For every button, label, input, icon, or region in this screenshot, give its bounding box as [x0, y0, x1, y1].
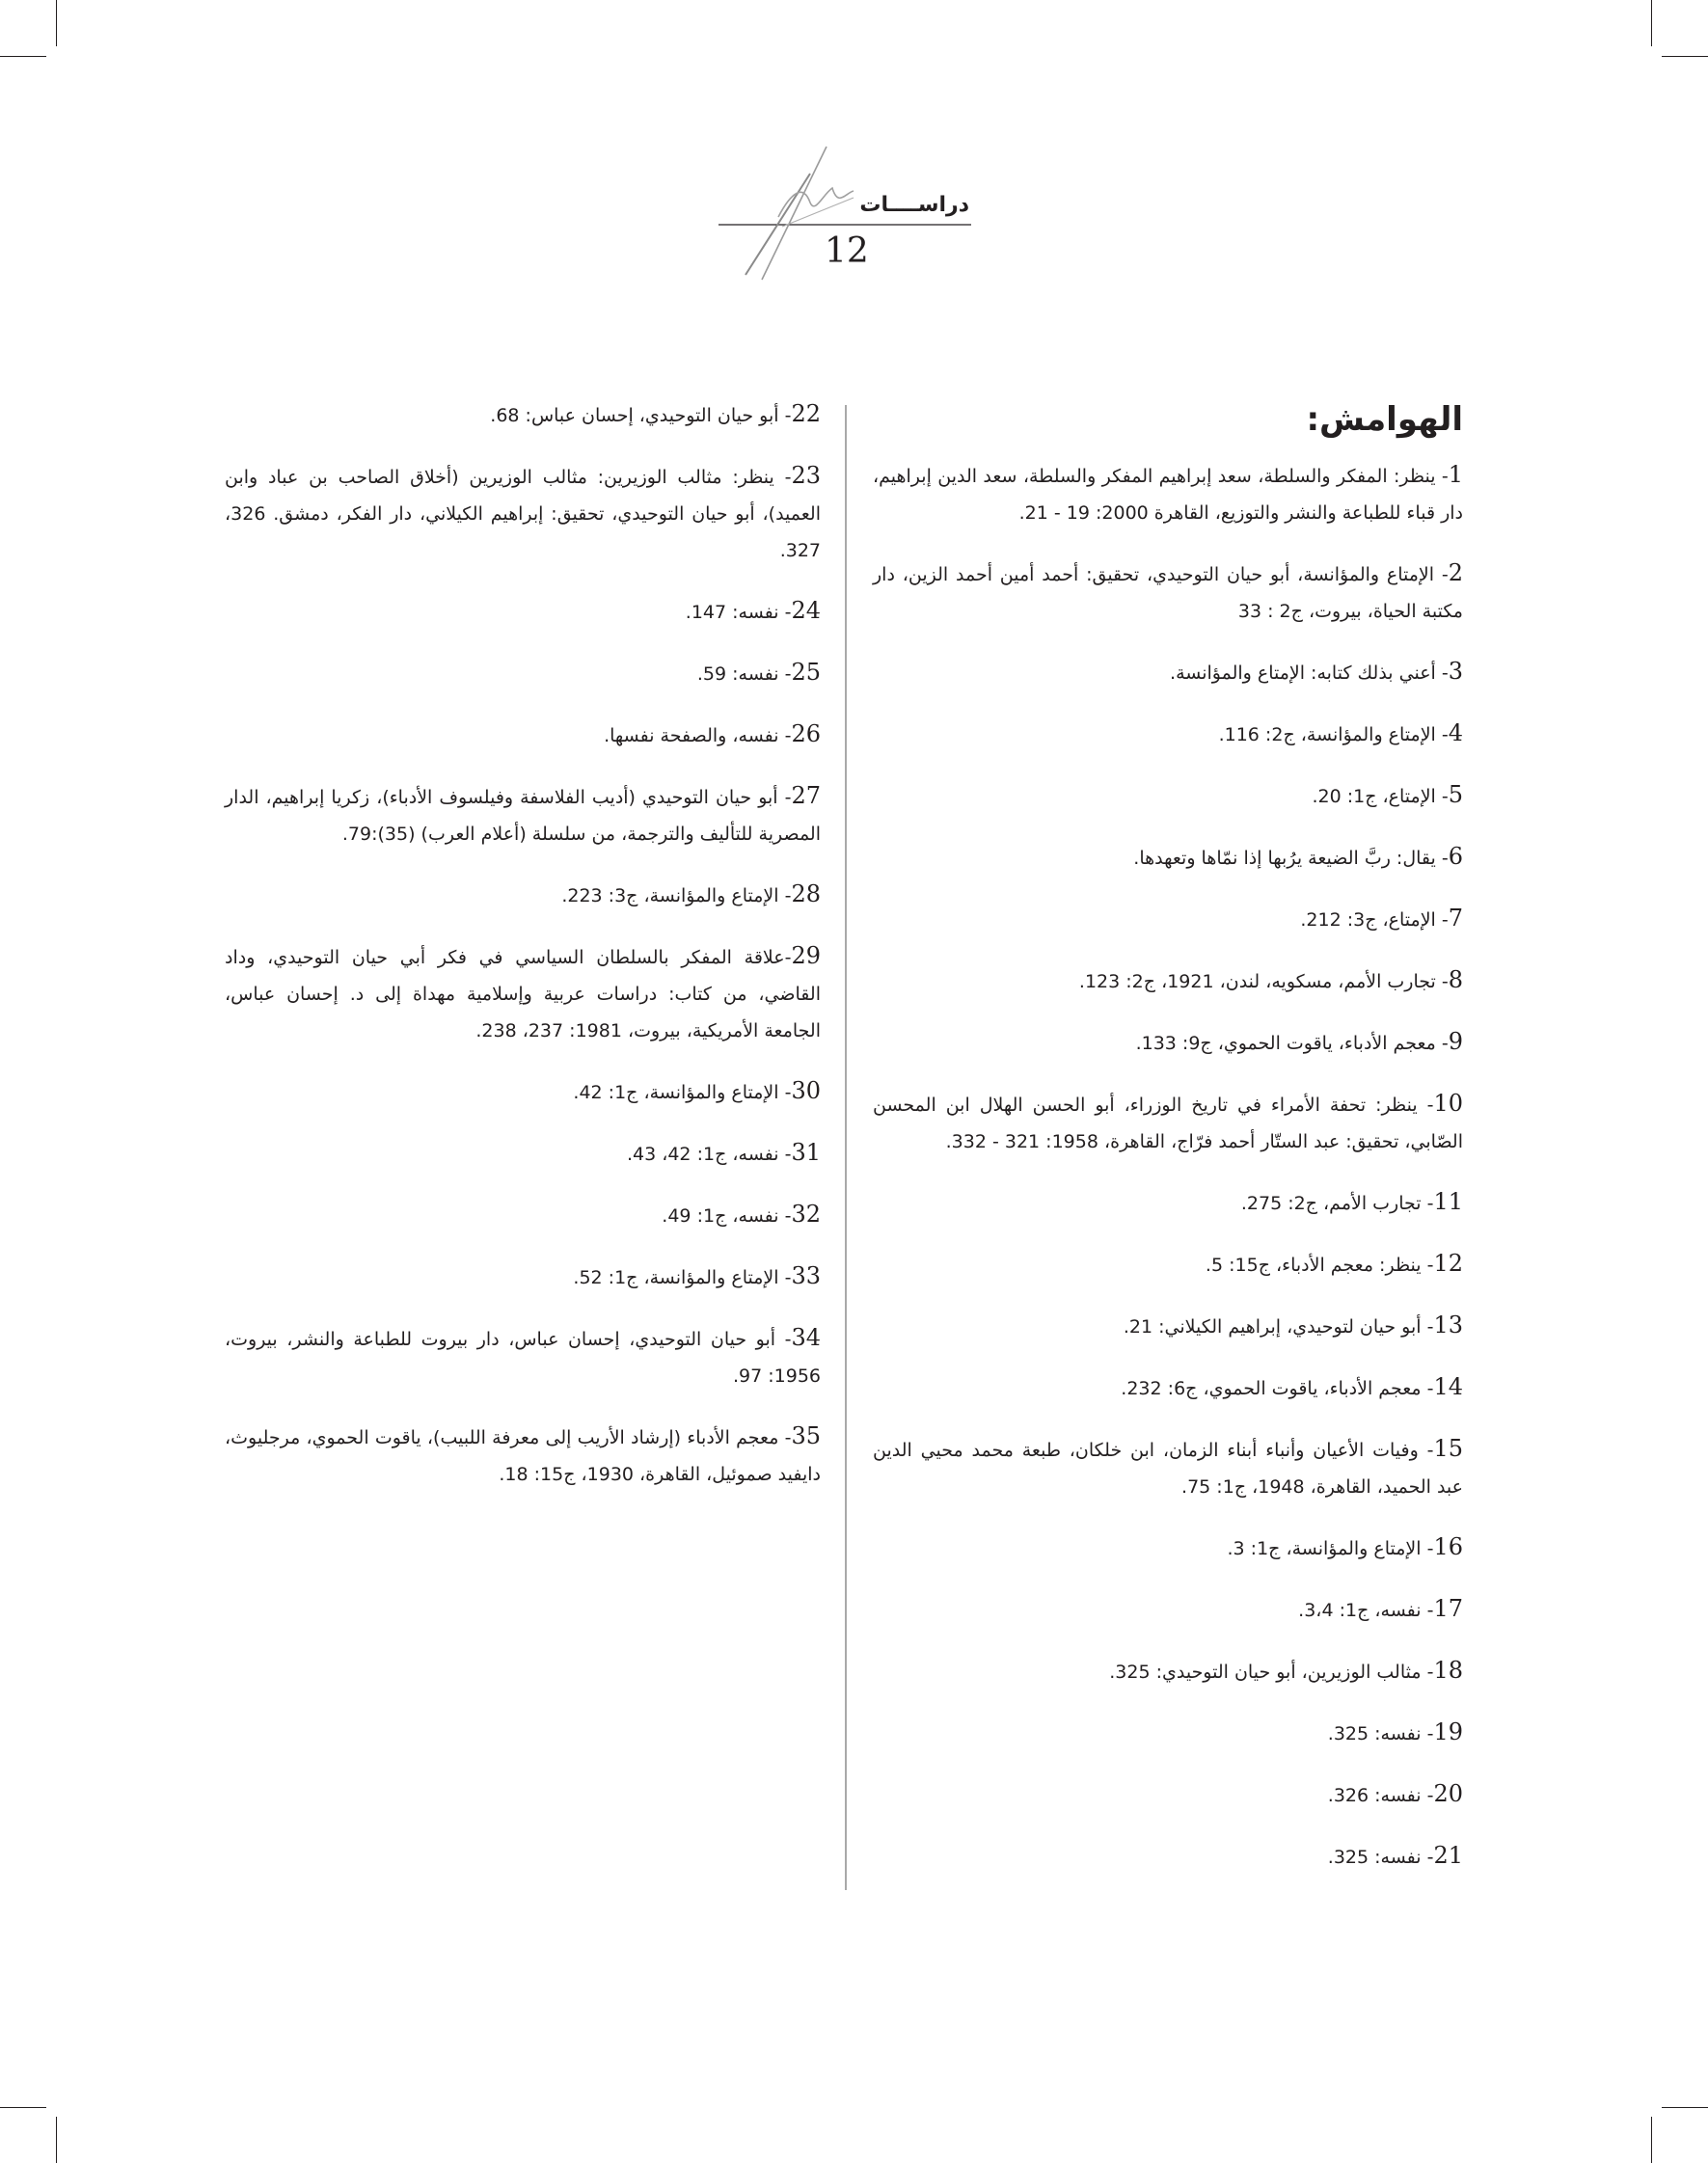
- footnote-item: [873, 1183, 1463, 1222]
- crop-mark-top-left-h: [0, 56, 46, 57]
- footnote-number: 14: [1433, 1373, 1463, 1400]
- footnote-item: [873, 900, 1463, 938]
- footnote-number: 4: [1448, 719, 1463, 746]
- page-number: 12: [825, 231, 869, 271]
- footnote-number: 35: [791, 1422, 821, 1449]
- footnote-number: 7: [1448, 905, 1463, 932]
- footnote-number: 8: [1448, 966, 1463, 993]
- footnote-number: 32: [791, 1201, 821, 1228]
- footnote-item: [225, 937, 821, 1049]
- footnote-text: - نفسه، ج1: 49.: [662, 1205, 792, 1227]
- footnotes-left-column: [225, 395, 821, 1516]
- footnote-text: - نفسه: 325.: [1327, 1847, 1434, 1868]
- footnote-number: 1: [1448, 461, 1463, 488]
- footnote-item: [873, 776, 1463, 815]
- footnote-text: - نفسه: 147.: [685, 602, 792, 623]
- footnote-text: - أبو حيان لتوحيدي، إبراهيم الكيلاني: 21.: [1123, 1316, 1434, 1338]
- footnote-item: [225, 716, 821, 754]
- footnote-number: 22: [791, 400, 821, 427]
- footnote-item: [225, 654, 821, 692]
- footnotes-heading: الهوامش:: [1306, 400, 1463, 439]
- footnote-item: [873, 1837, 1463, 1876]
- footnote-text: - مثالب الوزيرين، أبو حيان التوحيدي: 325.: [1109, 1662, 1434, 1683]
- footnote-text: - معجم الأدباء (إرشاد الأريب إلى معرفة اللبيب)، ياقوت الحموي، مرجليوث، دايفيد صموئيل، القاهرة، 1930، ج15: 18.: [225, 1427, 821, 1485]
- footnote-item: [873, 653, 1463, 691]
- footnote-item: [225, 1196, 821, 1234]
- footnote-number: 30: [791, 1077, 821, 1104]
- footnote-item: [225, 592, 821, 631]
- footnote-number: 29: [791, 942, 821, 969]
- footnote-text: - ينظر: معجم الأدباء، ج15: 5.: [1205, 1255, 1434, 1276]
- footnote-text: - أبو حيان التوحيدي، إحسان عباس: 68.: [490, 405, 792, 426]
- footnote-number: 27: [791, 782, 821, 809]
- footnote-item: [225, 1418, 821, 1493]
- footnote-number: 23: [791, 462, 821, 489]
- footnote-text: - أعني بذلك كتابه: الإمتاع والمؤانسة.: [1170, 662, 1449, 684]
- footnote-text: - ينظر: المفكر والسلطة، سعد إبراهيم المفكر والسلطة، سعد الدين إبراهيم، دار قباء للطباعة والنشر والتوزيع، القاهرة 2000: 19 - 21.: [873, 466, 1463, 524]
- footnote-text: - الإمتاع والمؤانسة، أبو حيان التوحيدي، تحقيق: أحمد أمين أحمد الزين، دار مكتبة الحياة، بيروت، ج2 : 33: [873, 564, 1463, 622]
- footnote-text: - ينظر: تحفة الأمراء في تاريخ الوزراء، أبو الحسن الهلال ابن المحسن الصّابي، تحقيق: عبد الستّار أحمد فرّاج، القاهرة، 1958: 321 - 332.: [873, 1095, 1463, 1152]
- footnote-item: [873, 1775, 1463, 1814]
- crop-mark-bottom-left-h: [0, 2107, 46, 2108]
- footnote-item: [225, 457, 821, 569]
- crop-mark-bottom-right-v: [1651, 2117, 1652, 2163]
- footnote-number: 6: [1448, 843, 1463, 870]
- crop-mark-top-right-h: [1662, 56, 1708, 57]
- footnote-text: - نفسه: 59.: [696, 663, 792, 685]
- footnote-text: - الإمتاع والمؤانسة، ج1: 52.: [573, 1267, 792, 1288]
- footnote-text: - نفسه، ج1: 42، 43.: [626, 1144, 792, 1165]
- footnote-number: 16: [1433, 1533, 1463, 1560]
- footnote-text: - الإمتاع، ج3: 212.: [1300, 909, 1449, 931]
- crop-mark-top-right-v: [1651, 0, 1652, 46]
- footnote-number: 11: [1433, 1188, 1463, 1215]
- footnote-number: 25: [791, 659, 821, 686]
- footnote-text: - وفيات الأعيان وأنباء أبناء الزمان، ابن خلكان، طبعة محمد محيي الدين عبد الحميد، القاهرة، 1948، ج1: 75.: [873, 1440, 1463, 1498]
- footnote-text: - الإمتاع والمؤانسة، ج3: 223.: [561, 885, 792, 906]
- footnote-number: 21: [1433, 1842, 1463, 1869]
- footnote-item: [225, 777, 821, 852]
- footnote-number: 15: [1433, 1435, 1463, 1462]
- footnote-text: - نفسه، ج1: 3،4.: [1298, 1600, 1434, 1621]
- footnote-item: [873, 1245, 1463, 1284]
- footnote-item: [873, 456, 1463, 531]
- footnote-item: [225, 876, 821, 914]
- footnote-number: 13: [1433, 1311, 1463, 1338]
- footnote-item: [225, 395, 821, 434]
- footnote-text: -علاقة المفكر بالسلطان السياسي في فكر أبي حيان التوحيدي، وداد القاضي، من كتاب: دراسات عربية وإسلامية مهداة إلى د. إحسان عباس، الجامعة الأمريكية، بيروت، 1981: 237، 238.: [225, 947, 821, 1041]
- footnote-item: [873, 838, 1463, 877]
- footnote-item: [873, 554, 1463, 630]
- footnote-number: 5: [1448, 781, 1463, 808]
- page-header: [718, 135, 979, 289]
- footnote-number: 33: [791, 1262, 821, 1289]
- crop-mark-bottom-right-h: [1662, 2107, 1708, 2108]
- footnote-number: 12: [1433, 1250, 1463, 1277]
- footnote-text: - تجارب الأمم، ج2: 275.: [1240, 1193, 1434, 1214]
- footnote-number: 24: [791, 597, 821, 624]
- footnote-item: [873, 715, 1463, 753]
- footnote-number: 31: [791, 1139, 821, 1166]
- footnote-text: - تجارب الأمم، مسكويه، لندن، 1921، ج2: 123.: [1078, 971, 1449, 992]
- footnote-item: [873, 1590, 1463, 1629]
- footnote-item: [873, 1368, 1463, 1407]
- footnote-text: - نفسه: 325.: [1327, 1723, 1434, 1744]
- footnote-text: - معجم الأدباء، ياقوت الحموي، ج6: 232.: [1121, 1378, 1434, 1399]
- footnote-item: [873, 1714, 1463, 1752]
- footnote-item: [225, 1072, 821, 1111]
- footnote-text: - يقال: ربَّ الضيعة يرُبها إذا نمّاها وتعهدها.: [1133, 848, 1449, 869]
- footnote-text: - الإمتاع والمؤانسة، ج1: 3.: [1227, 1538, 1434, 1559]
- footnote-text: - ينظر: مثالب الوزيرين: مثالب الوزيرين (أخلاق الصاحب بن عباد وابن العميد)، أبو حيان التوحيدي، تحقيق: إبراهيم الكيلاني، دار الفكر، دمشق. 326، 327.: [225, 467, 821, 561]
- footnote-text: - أبو حيان التوحيدي (أديب الفلاسفة وفيلسوف الأدباء)، زكريا إبراهيم، الدار المصرية للتأليف والترجمة، من سلسلة (أعلام العرب) (35):79.: [225, 787, 821, 845]
- column-divider: [845, 405, 847, 1890]
- footnote-text: - الإمتاع والمؤانسة، ج2: 116.: [1218, 724, 1449, 745]
- footnote-item: [873, 1652, 1463, 1690]
- footnote-item: [873, 961, 1463, 1000]
- footnote-number: 17: [1433, 1595, 1463, 1622]
- footnote-number: 2: [1448, 559, 1463, 586]
- footnote-number: 34: [791, 1324, 821, 1351]
- footnote-text: - الإمتاع، ج1: 20.: [1312, 786, 1449, 807]
- footnote-item: [225, 1134, 821, 1173]
- footnote-text: - نفسه، والصفحة نفسها.: [604, 725, 792, 746]
- footnote-number: 10: [1433, 1090, 1463, 1117]
- crop-mark-top-left-v: [56, 0, 57, 46]
- footnote-text: - نفسه: 326.: [1327, 1785, 1434, 1806]
- footnote-number: 9: [1448, 1028, 1463, 1055]
- crop-mark-bottom-left-v: [56, 2117, 57, 2163]
- footnote-item: [873, 1085, 1463, 1160]
- footnote-item: [873, 1430, 1463, 1505]
- footnote-item: [225, 1257, 821, 1296]
- footnote-text: - معجم الأدباء، ياقوت الحموي، ج9: 133.: [1135, 1033, 1449, 1054]
- footnote-item: [225, 1319, 821, 1394]
- footnote-number: 3: [1448, 658, 1463, 685]
- footnote-number: 26: [791, 720, 821, 747]
- footnote-number: 28: [791, 880, 821, 907]
- footnotes-right-column: [873, 400, 1463, 1899]
- footnote-item: [873, 1528, 1463, 1567]
- footnote-number: 20: [1433, 1780, 1463, 1807]
- footnote-number: 18: [1433, 1657, 1463, 1684]
- footnote-text: - الإمتاع والمؤانسة، ج1: 42.: [573, 1082, 792, 1103]
- footnote-item: [873, 1307, 1463, 1345]
- footnote-number: 19: [1433, 1718, 1463, 1745]
- section-name: دراســــات: [859, 193, 969, 217]
- footnote-item: [873, 1023, 1463, 1062]
- footnote-text: - أبو حيان التوحيدي، إحسان عباس، دار بيروت للطباعة والنشر، بيروت، 1956: 97.: [225, 1329, 821, 1387]
